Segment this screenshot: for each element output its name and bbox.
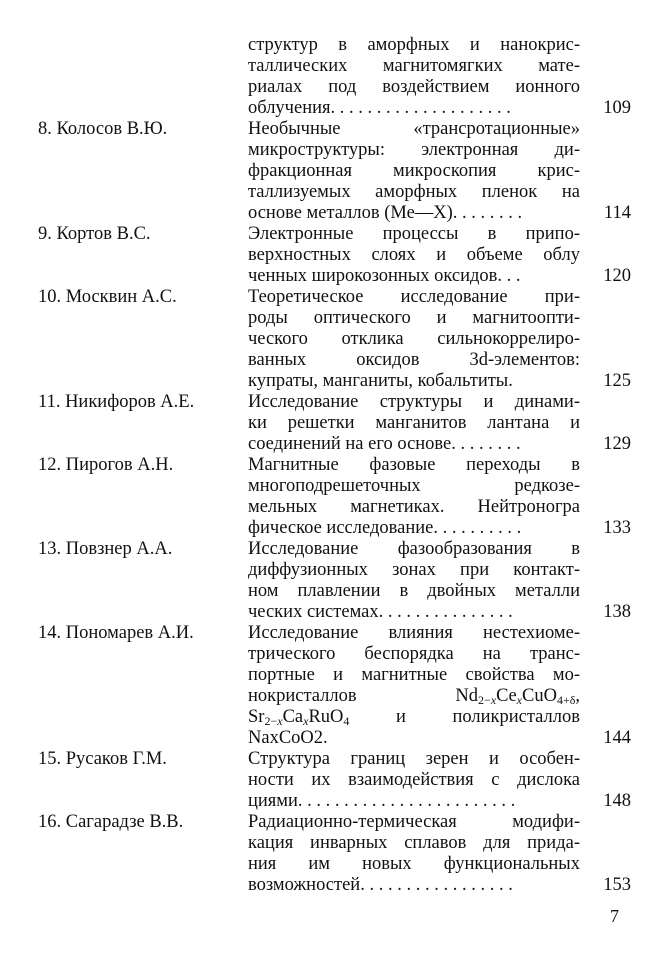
entry-description (248, 35, 580, 119)
entry-description (248, 224, 580, 287)
description-line: Теоретическое исследование при- (248, 287, 580, 307)
description-line: риалах под воздействием ионного (248, 77, 580, 97)
description-line: Исследование фазообразования в (248, 539, 580, 559)
description-line: Радиационно-термическая модифи- (248, 812, 580, 832)
entry-description (248, 119, 580, 224)
entry-author: 14. Пономарев А.И. (38, 623, 194, 643)
description-line: ния им новых функциональных (248, 854, 580, 874)
description-line: ном плавлении в двойных металли (248, 581, 580, 601)
description-line: Необычные «трансротационные» (248, 119, 580, 139)
entry-description (248, 455, 580, 539)
entry-page: 153 (603, 875, 631, 895)
entry-author: 16. Сагарадзе В.В. (38, 812, 184, 832)
description-line: циями. . . . . . . . . . . . . . . . . . . . . . . . (248, 791, 516, 811)
description-line: фракционная микроскопия крис- (248, 161, 580, 181)
description-line: Исследование влияния нестехиоме- (248, 623, 580, 643)
entry-author: 12. Пирогов А.Н. (38, 455, 174, 475)
entry-page: 109 (603, 98, 631, 118)
entry-page: 133 (603, 518, 631, 538)
description-line: Структура границ зерен и особен- (248, 749, 580, 769)
entry-description (248, 749, 580, 812)
description-line: NaxCoO2. (248, 728, 328, 748)
entry-description (248, 392, 580, 455)
description-line: структур в аморфных и нанокрис- (248, 35, 580, 55)
entry-author: 13. Повзнер А.А. (38, 539, 173, 559)
description-line: купраты, манганиты, кобальтиты. (248, 371, 513, 391)
entry-page: 114 (603, 203, 631, 223)
description-line: фическое исследование. . . . . . . . . . (248, 518, 522, 538)
description-line: ванных оксидов 3d-элементов: (248, 350, 580, 370)
description-line: соединений на его основе. . . . . . . . (248, 434, 521, 454)
entry-page: 120 (603, 266, 631, 286)
formula-sr: $Sr_{2-x}Ca_xRuO_4$ (248, 707, 350, 728)
entry-description (248, 812, 580, 896)
description-line: облучения. . . . . . . . . . . . . . . . . . . . (248, 98, 511, 118)
entry-author: 15. Русаков Г.М. (38, 749, 167, 769)
description-line: многоподрешеточных редкозе- (248, 476, 580, 496)
description-line: верхностных слоях и объеме облу (248, 245, 580, 265)
description-line: Магнитные фазовые переходы в (248, 455, 580, 475)
entry-description (248, 287, 580, 392)
entry-author: 11. Никифоров А.Е. (38, 392, 195, 412)
formula-text: нокристаллов (248, 686, 357, 706)
description-line: ченных широкозонных оксидов. . . (248, 266, 521, 286)
description-line: роды оптического и магнитоопти- (248, 308, 580, 328)
entry-page: 129 (603, 434, 631, 454)
entry-description (248, 539, 580, 623)
description-line: возможностей. . . . . . . . . . . . . . . . . (248, 875, 513, 895)
entry-author: 9. Кортов В.С. (38, 224, 151, 244)
formula-nd: $Nd_{2-x}Ce_xCuO_{4+\delta}$, (455, 686, 580, 707)
description-line: микроструктуры: электронная ди- (248, 140, 580, 160)
description-line: ческого отклика сильнокоррелиро- (248, 329, 580, 349)
description-line: диффузионных зонах при контакт- (248, 560, 580, 580)
description-line: кация инварных сплавов для прида- (248, 833, 580, 853)
entry-page: 144 (603, 728, 631, 748)
description-line: трического беспорядка на транс- (248, 644, 580, 664)
description-line: ности их взаимодействия с дислока (248, 770, 580, 790)
entry-page: 138 (603, 602, 631, 622)
entry-page: 148 (603, 791, 631, 811)
description-line (248, 686, 580, 707)
description-line: Электронные процессы в припо- (248, 224, 580, 244)
page-number: 7 (610, 906, 619, 926)
description-line: $Sr_{2-x}Ca_xRuO_4$ и поликристаллов (248, 707, 580, 728)
entry-description (248, 623, 580, 749)
description-line: мельных магнетиках. Нейтроногра (248, 497, 580, 517)
description-line: основе металлов (Ме—Х). . . . . . . . (248, 203, 523, 223)
description-line: портные и магнитные свойства мо- (248, 665, 580, 685)
entry-author: 10. Москвин А.С. (38, 287, 177, 307)
entry-author: 8. Колосов В.Ю. (38, 119, 168, 139)
description-line: ки решетки манганитов лантана и (248, 413, 580, 433)
description-line: Исследование структуры и динами- (248, 392, 580, 412)
description-line: таллизуемых аморфных пленок на (248, 182, 580, 202)
description-line: таллических магнитомягких мате- (248, 56, 580, 76)
entry-page: 125 (603, 371, 631, 391)
description-line: ческих системах. . . . . . . . . . . . . . . (248, 602, 513, 622)
